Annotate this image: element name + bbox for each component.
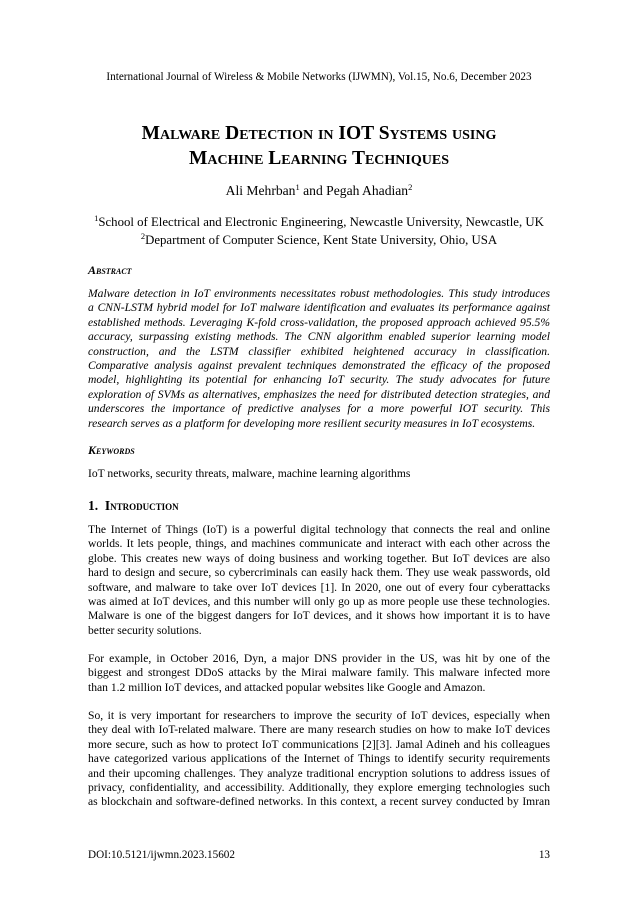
paragraph-line: So, it is very important for researchers to improve the security of IoT devices, especially when (88, 709, 550, 722)
abstract-body (88, 287, 550, 431)
affiliation-1-sup: 1 (94, 213, 99, 223)
footer-doi: DOI:10.5121/ijwmn.2023.15602 (88, 849, 235, 861)
authors (0, 182, 638, 200)
abstract-line: a CNN-LSTM hybrid model for IoT malware identification and evaluates its performance against (88, 301, 550, 315)
paragraph-line: was aimed at IoT devices, and this number will only go up as more people use these technologies. (88, 595, 550, 609)
paragraph-line: they deal with IoT-related malware. There are many research studies on how to make IoT devices (88, 723, 550, 737)
paragraph-line: hard to design and secure, so cybercriminals can easily hack them. They use weak passwords, old (88, 566, 550, 580)
author-1-sup: 1 (295, 182, 300, 192)
author-conjunction: and (299, 183, 327, 198)
page-number: 13 (538, 849, 550, 861)
paragraph-line: globe. This creates new ways of doing business and working together. But IoT devices are also (88, 551, 550, 565)
paragraph-line: better security solutions. (88, 623, 202, 637)
abstract-line: Malware detection in IoT environments necessitates robust methodologies. This study introduces (88, 287, 550, 300)
section-title: Introduction (104, 498, 179, 513)
abstract-line: research serves as a platform for developing more resilient security measures in IoT ecosystems. (88, 416, 536, 430)
paragraph-line: The Internet of Things (IoT) is a powerful digital technology that connects the real and online (88, 523, 550, 536)
paragraph-line: and their upcoming challenges. They analyze traditional encryption solutions to address issues of (88, 766, 550, 780)
paragraph-line: as blockchain and software-defined networks. In this context, a recent survey conducted by Imran (88, 795, 550, 809)
affiliation-1 (0, 214, 638, 231)
abstract-line: accuracy, surpassing existing methods. The CNN algorithm enabled superior learning model (88, 330, 550, 344)
intro-paragraph-1 (88, 523, 550, 638)
paragraph-line: privacy, confidentiality, and accessibility. Additionally, they explore emerging technologies such (88, 781, 550, 795)
affiliation-2 (0, 232, 638, 249)
author-2-sup: 2 (408, 182, 413, 192)
paragraph-line: than 1.2 million IoT devices, and attacked popular websites like Google and Amazon. (88, 680, 486, 694)
paragraph-line: worlds. It lets people, things, and machines communicate and interact with each other across the (88, 537, 550, 551)
section-number: 1. (88, 498, 99, 513)
abstract-line: Comparative analysis against prevalent techniques demonstrated the efficacy of the proposed (88, 359, 550, 373)
intro-paragraph-3 (88, 709, 550, 810)
author-1: Ali Mehrban (225, 183, 296, 198)
title-line-1: Malware Detection in IOT Systems using (141, 123, 497, 144)
keywords-heading: Keywords (88, 443, 135, 457)
affiliation-1-text: School of Electrical and Electronic Engineering, Newcastle University, Newcastle, UK (98, 215, 544, 229)
paragraph-line: biggest and strongest DDoS attacks by the Mirai malware family. This malware infected more (88, 666, 550, 680)
paper-title (60, 121, 578, 171)
keywords-text: IoT networks, security threats, malware, machine learning algorithms (88, 467, 411, 480)
title-line-2: Machine Learning Techniques (189, 148, 449, 169)
intro-paragraph-2 (88, 652, 550, 695)
affiliation-2-sup: 2 (140, 231, 146, 241)
paragraph-line: Malware is one of the biggest dangers for IoT devices, and it shows how important it is to have (88, 609, 550, 623)
abstract-line: exploration of SVMs as alternatives, emphasizes the need for distributed detection strategies, and (88, 387, 550, 401)
paragraph-line: software, and malware to take over IoT devices [1]. In 2020, one out of every four cyberattacks (88, 580, 550, 594)
paragraph-line: more secure, such as how to protect IoT communications [2][3]. Jamal Adineh and his colleagues (88, 737, 550, 751)
introduction-heading (88, 497, 179, 514)
paragraph-line: For example, in October 2016, Dyn, a major DNS provider in the US, was hit by one of the (88, 652, 550, 665)
abstract-heading: Abstract (88, 263, 132, 277)
running-head: International Journal of Wireless & Mobile Networks (IJWMN), Vol.15, No.6, December 2023 (106, 71, 532, 83)
paragraph-line: have categorized various applications of the Internet of Things to identify security requirements (88, 752, 550, 766)
abstract-line: underscores the importance of predictive analyses for a more powerful IOT security. This (88, 402, 550, 416)
abstract-line: model, highlighting its potential for enhancing IoT security. The study advocates for future (88, 373, 550, 387)
abstract-line: established methods. Leveraging K-fold cross-validation, the proposed approach achieved 95.5% (88, 315, 550, 329)
author-2: Pegah Ahadian (326, 183, 409, 198)
affiliation-2-text: Department of Computer Science, Kent State University, Ohio, USA (145, 233, 498, 247)
abstract-line: construction, and the LSTM classifier exhibited heightened accuracy in classification. (88, 344, 550, 358)
